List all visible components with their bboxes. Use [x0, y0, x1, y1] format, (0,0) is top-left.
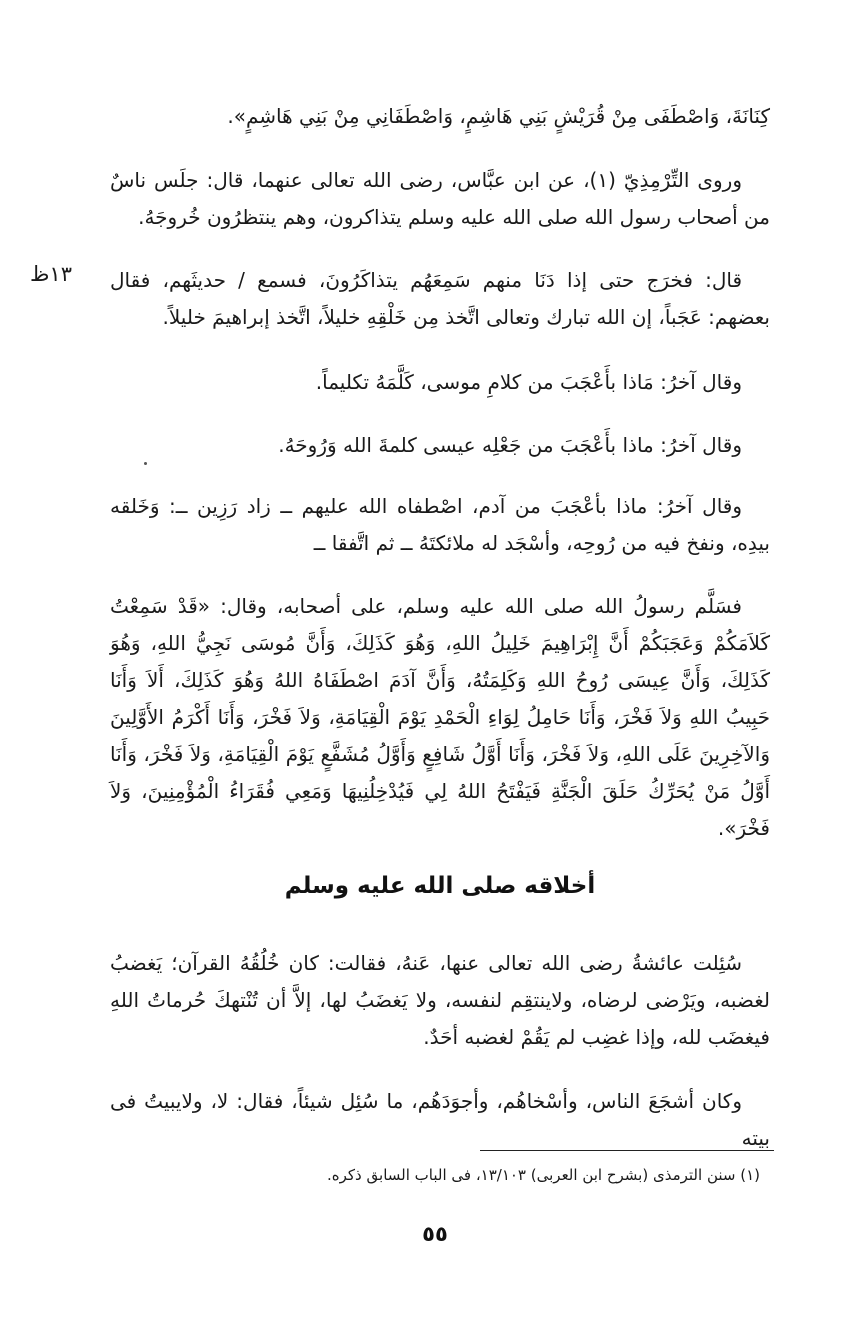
page-number: ٥٥	[422, 1222, 448, 1246]
paragraph-musa: وقال آخرُ: مَاذا بأَعْجَبَ من كلامِ موسى، كَلَّمَهُ تكليماً.	[315, 370, 742, 394]
paragraph-prophet-hadith: فسَلَّم رسولُ الله صلى الله عليه وسلم، على أصحابه، وقال: «قَدْ سَمِعْتُ كَلاَمَكُمْ وَعَجَبَكُمْ أَنَّ إِبْرَاهِيمَ خَلِيلُ اللهِ، وَهُوَ كَذَلِكَ، وَأَنَّ مُوسَى نَجِيُّ اللهِ، وَهُوَ كَذَلِكَ، وَأَنَّ عِيسَى رُوحُ اللهِ وَكَلِمَتُهُ، وَأَنَّ آدَمَ اصْطَفَاهُ اللهُ وَهُوَ كَذَلِكَ، أَلاَ وَأَنَا حَبِيبُ اللهِ وَلاَ فَخْرَ، وَأَنَا حَامِلُ لِوَاءِ الْحَمْدِ يَوْمَ الْقِيَامَةِ، وَلاَ فَخْرَ، وَأَنَا أَكْرَمُ الأَوَّلِينَ وَالآخِرِينَ عَلَى اللهِ، وَلاَ فَخْرَ، وَأَنَا أَوَّلُ شَافِعٍ وَأَوَّلُ مُشَفَّعٍ يَوْمَ الْقِيَامَةِ، وَلاَ فَخْرَ، وَأَنَا أَوَّلُ مَنْ يُحَرِّكُ حَلَقَ الْجَنَّةِ فَيَفْتَحُ اللهُ لِي فَيُدْخِلُنِيهَا وَمَعِي فُقَرَاءُ الْمُؤْمِنِينَ، وَلاَ فَخْرَ».	[110, 594, 770, 840]
stray-ink-dot	[144, 462, 147, 465]
margin-folio-note: ١٣ظ	[30, 262, 72, 286]
paragraph-khalil-ibrahim: قال: فخرَج حتى إذا دَنَا منهم سَمِعَهُم يتذاكَرُونَ، فسمع / حديثَهم، فقال بعضهم: عَجَباً، إن الله تبارك وتعالى اتَّخذ مِن خَلْقِهِ خليلاً، اتَّخذ إبراهيمَ خليلاً.	[110, 268, 770, 329]
paragraph-continuation: كِنَانَةَ، وَاصْطَفَى مِنْ قُرَيْشٍ بَنِي هَاشِمٍ، وَاصْطَفَانِي مِنْ بَنِي هَاشِمٍ».	[227, 104, 770, 128]
footnote-separator	[480, 1150, 774, 1151]
section-heading: أخلاقه صلى الله عليه وسلم	[284, 873, 596, 899]
paragraph-tirmidhi-narration: وروى التِّرْمِذِيّ (١)، عن ابن عبَّاس، رضى الله تعالى عنهما، قال: جلَس ناسٌ من أصحاب رسول الله صلى الله عليه وسلم يتذاكرون، وهم ينتظرُون خُروجَهُ.	[110, 168, 770, 229]
footnote: (١) سنن الترمذى (بشرح ابن العربى) ١٣/١٠٣، فى الباب السابق ذكره.	[327, 1166, 760, 1184]
paragraph-aisha-description: سُئِلت عائشةُ رضى الله تعالى عنها، عَنهُ، فقالت: كان خُلُقُهُ القرآن؛ يَغضبُ لغضبه، ويَرْضى لرضاه، ولاينتقِم لنفسه، ولا يَغضَبُ لها، إلاَّ أن تُنْتهكَ حُرماتُ اللهِ فيغضَب لله، وإذا غضِب لم يَقُمْ لغضبه أحَدٌ.	[110, 951, 770, 1049]
paragraph-adam: وقال آخرُ: ماذا بأعْجَبَ من آدم، اصْطفاه الله عليهم ــ زاد رَزِين ــ: وَخَلقه بيدِه، ونفخ فيه من رُوحِه، وأسْجَد له ملائكتَهُ ــ ثم اتَّفقا ــ	[110, 494, 770, 555]
paragraph-generosity: وكان أشجَعَ الناس، وأسْخاهُم، وأجوَدَهُم، ما سُئِل شيئاً، فقال: لا، ولايبيتُ فى بيته	[110, 1089, 770, 1150]
paragraph-isa: وقال آخرُ: ماذا بأَعْجَبَ من جَعْلِه عيسى كلمةَ الله وَرُوحَهُ.	[278, 433, 742, 457]
